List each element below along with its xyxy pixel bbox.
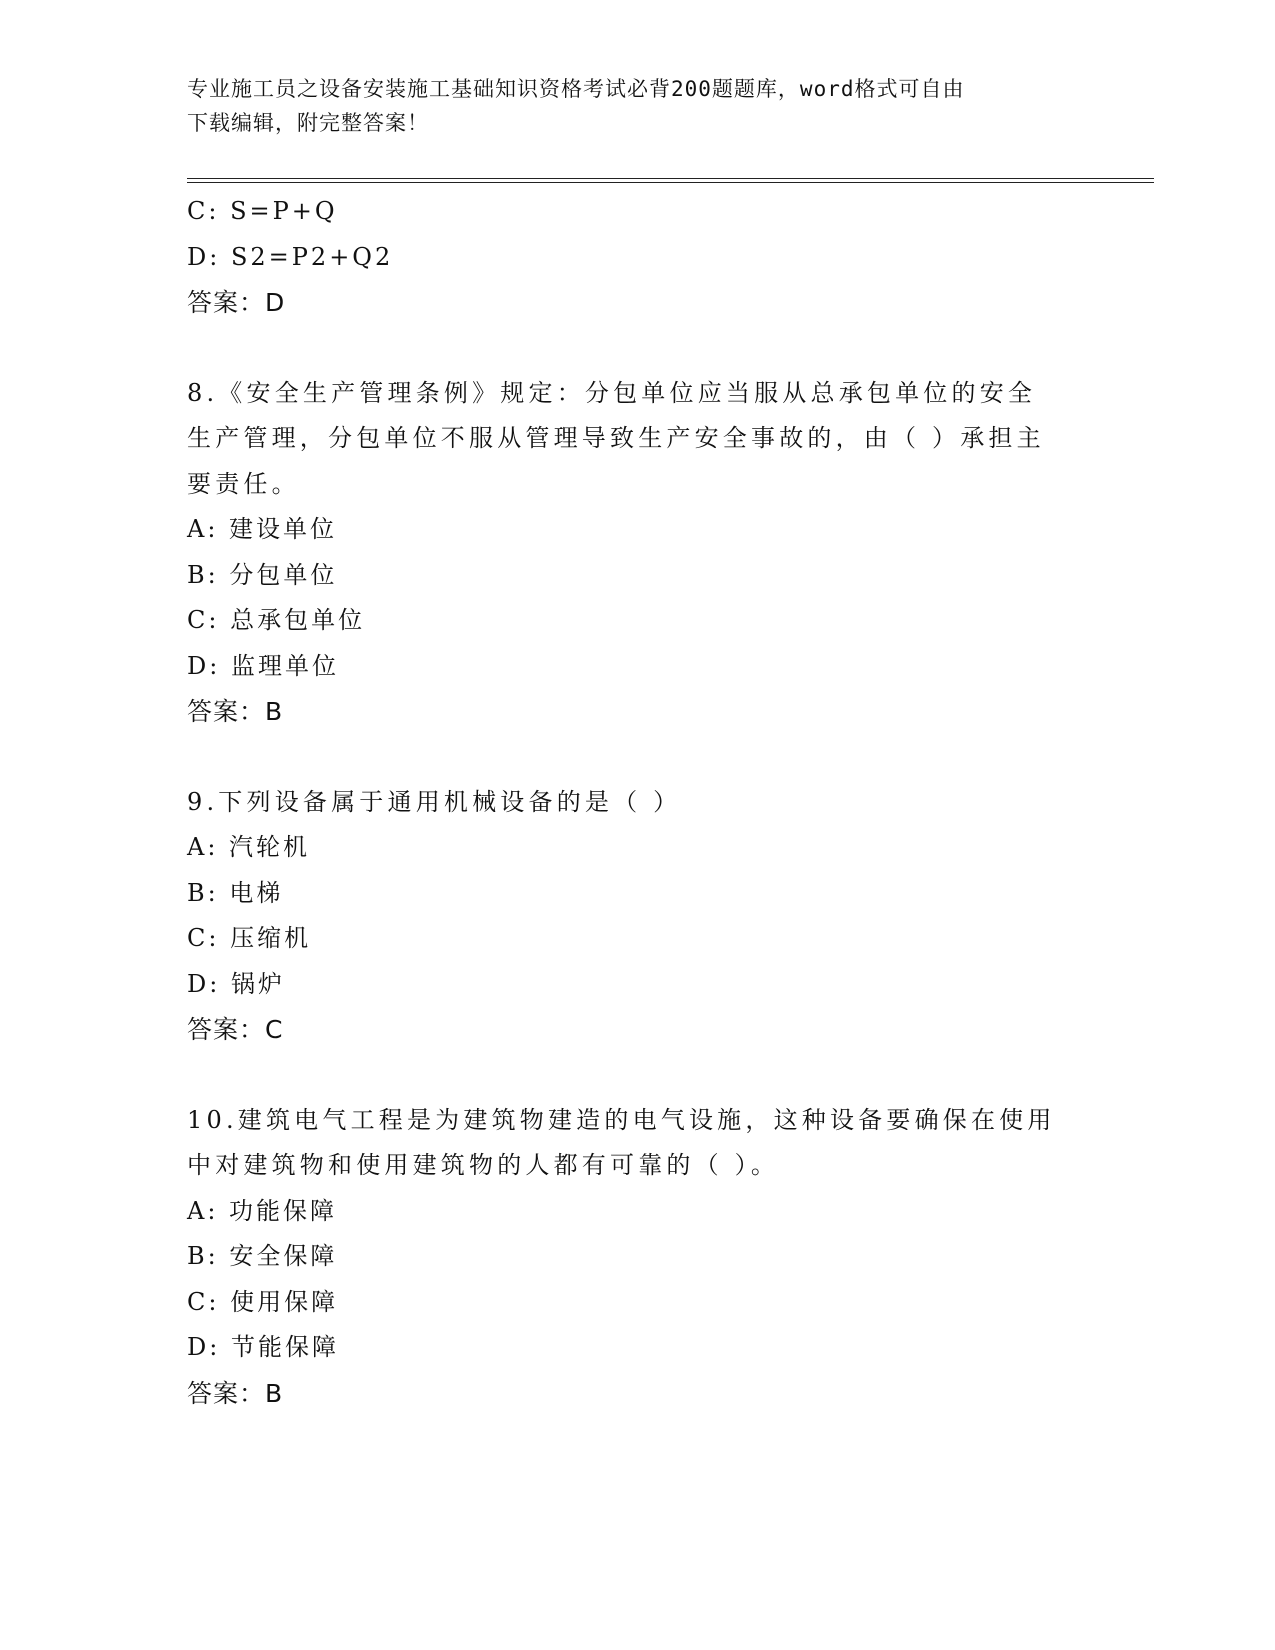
header-title-line-2: 下载编辑，附完整答案！ [187, 111, 429, 135]
answer-line: 答案：B [187, 1378, 284, 1408]
option-a: A: 功能保障 [187, 1196, 338, 1225]
answer-line: 答案：C [187, 1015, 284, 1044]
option-d: D: 监理单位 [187, 651, 339, 680]
option-b: B: 安全保障 [187, 1242, 338, 1270]
question-stem-line: 8.《安全生产管理条例》规定：分包单位应当服从总承包单位的安全 [187, 378, 1037, 407]
question-8 [187, 371, 1087, 735]
option-b: B: 分包单位 [187, 560, 338, 589]
header-divider-bottom [187, 182, 1154, 183]
question-stem-line: 要责任。 [187, 469, 300, 498]
question-list [187, 189, 1087, 1416]
header-divider-top [187, 178, 1154, 179]
question-9 [187, 780, 1087, 1053]
option-d: D: 节能保障 [187, 1333, 339, 1361]
question-spacer [187, 735, 1087, 780]
option-c: C: 使用保障 [187, 1287, 339, 1316]
answer-line: 答案：B [187, 697, 284, 726]
question-10 [187, 1098, 1087, 1417]
document-header [187, 72, 1067, 140]
answer-line: 答案：D [187, 288, 286, 317]
option-c: C: 压缩机 [187, 924, 312, 952]
question-spacer [187, 1053, 1087, 1098]
question-stem-line: 9.下列设备属于通用机械设备的是（ ） [187, 787, 682, 816]
option-a: A: 汽轮机 [187, 833, 311, 861]
option-a: A: 建设单位 [187, 515, 338, 543]
question-stem-line: 生产管理，分包单位不服从管理导致生产安全事故的，由（ ）承担主 [187, 424, 1045, 452]
option-c: C: 总承包单位 [187, 606, 366, 634]
option-d: D: S2=P2+Q2 [187, 242, 394, 271]
option-b: B: 电梯 [187, 878, 284, 907]
question-stem-line: 中对建筑物和使用建筑物的人都有可靠的（ ）。 [187, 1151, 780, 1179]
option-d: D: 锅炉 [187, 969, 285, 998]
header-title-line-1: 专业施工员之设备安装施工基础知识资格考试必背200题题库，word格式可自由 [187, 77, 965, 101]
question-spacer [187, 326, 1087, 371]
question-7-tail [187, 189, 1087, 326]
question-stem-line: 10.建筑电气工程是为建筑物建造的电气设施，这种设备要确保在使用 [187, 1105, 1056, 1134]
option-c: C: S=P+Q [187, 197, 338, 225]
